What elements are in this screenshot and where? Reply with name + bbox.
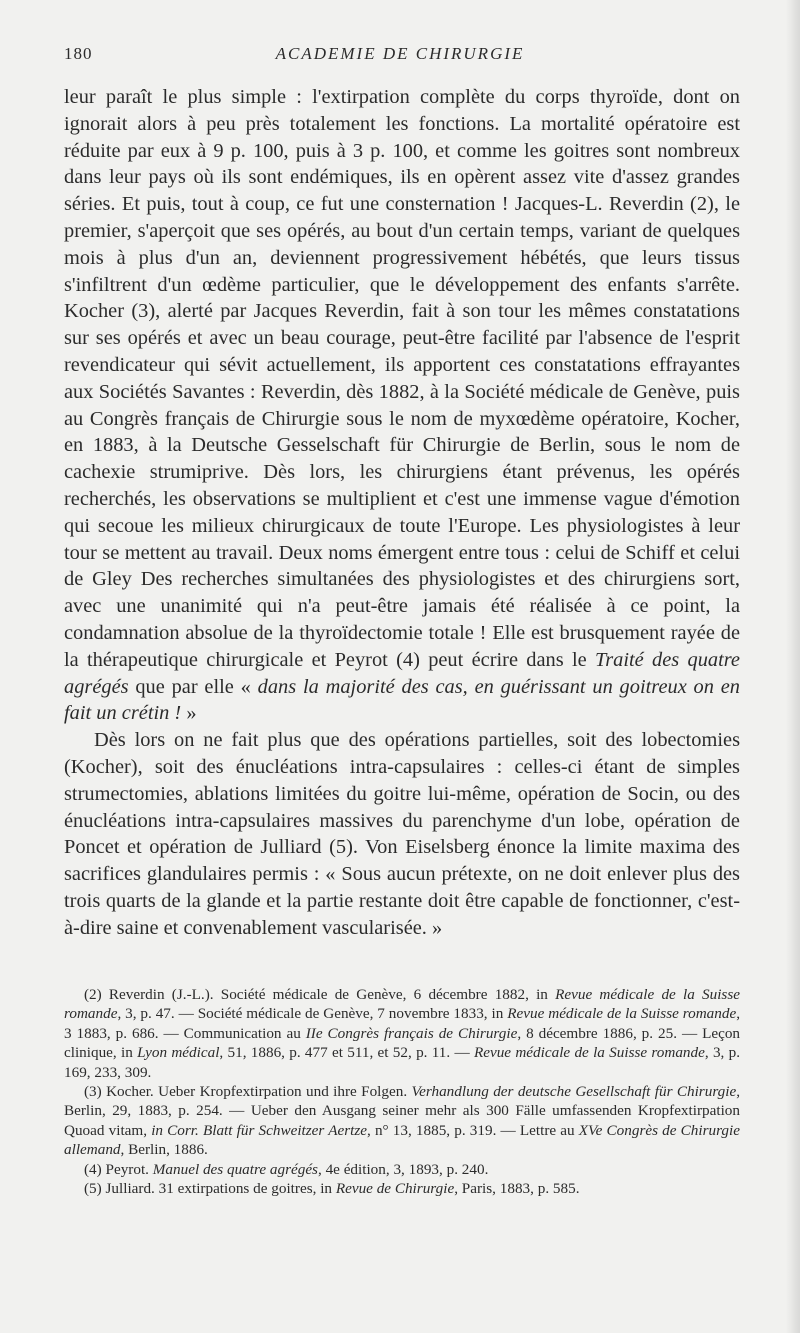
footnote-5: (5) Julliard. 31 extirpations de goitres, in Revue de Chirurgie, Paris, 1883, p. 585.: [84, 1180, 580, 1198]
page-header: [64, 44, 736, 74]
footnote-4: (4) Peyrot. Manuel des quatre agrégés, 4e édition, 3, 1893, p. 240.: [84, 1160, 489, 1178]
footnote-3: (3) Kocher. Ueber Kropfextirpation und ihre Folgen. Verhandlung der deutsche Gesellschaft für Chirurgie, Berlin, 29, 1883, p. 254. — Ueber den Ausgang seiner mehr als 300 Fälle umfassenden Kropfextirpation Quoad vitam, in Corr. Blatt für Schweitzer Aertze, n° 13, 1885, p. 319. — Lettre au XVe Congrès de Chirurgie allemand, Berlin, 1886.: [64, 1083, 741, 1159]
paragraph-1: leur paraît le plus simple : l'extirpation complète du corps thyroïde, dont on ignorait alors à peu près totalement les fonctions. La mortalité opératoire est réduite par eux à 9 p. 100, puis à 3 p. 100, et comme les goitres sont nombreux dans leur pays où ils sont endémiques, ils en opèrent assez vite d'assez grandes séries. Et puis, tout à coup, ce fut une consternation ! Jacques-L. Reverdin (2), le premier, s'aperçoit que ses opérés, au bout d'un certain temps, variant de quelques mois à plus d'un an, deviennent progressivement hébétés, que leurs tissus s'infiltrent d'un œdème particulier, que le développement des enfants s'arrête. Kocher (3), alerté par Jacques Reverdin, fait à son tour les mêmes constatations sur ses opérés et avec un beau courage, peut-être facilité par l'absence de l'esprit revendicateur qui sévit actuellement, ils apportent ces constatations effrayantes aux Sociétés Savantes : Reverdin, dès 1882, à la Société médicale de Genève, puis au Congrès français de Chirurgie sous le nom de myxœdème opératoire, Kocher, en 1883, à la Deutsche Gesselschaft für Chirurgie de Berlin, sous le nom de cachexie strumiprive. Dès lors, les chirurgiens étant prévenus, les opérés recherchés, les observations se multiplient et c'est une immense vague d'émotion qui secoue les milieux chirurgicaux de toute l'Europe. Les physiologistes à leur tour se mettent au travail. Deux noms émergent entre tous : celui de Schiff et celui de Gley Des recherches simultanées des physiologistes et des chirurgiens sort, avec une unanimité qui n'a peut-être jamais été réalisée à ce point, la condamnation absolue de la thyroïdectomie totale ! Elle est brusquement rayée de la thérapeutique chirurgicale et Peyrot (4) peut écrire dans le Traité des quatre agrégés que par elle « dans la majorité des cas, en guérissant un goitreux on en fait un crétin ! »: [64, 86, 740, 725]
paragraph-2: Dès lors on ne fait plus que des opérations partielles, soit des lobectomies (Kocher), soit des énucléations intra-capsulaires : celles-ci étant de simples strumectomies, ablations limitées du goitre lui-même, opération de Socin, ou des énucléations intra-capsulaires massives du parenchyme d'un lobe, opération de Poncet et opération de Julliard (5). Von Eiselsberg énonce la limite maxima des sacrifices glandulaires permis : « Sous aucun prétexte, on ne doit enlever plus des trois quarts de la glande et la partie restante doit être capable de fonctionner, c'est-à-dire saine et convenablement vascularisée. »: [64, 729, 740, 939]
running-title: ACADEMIE DE CHIRURGIE: [275, 44, 525, 63]
footnotes: [64, 985, 740, 1198]
page-number: 180: [64, 44, 93, 63]
footnote-2: (2) Reverdin (J.-L.). Société médicale de Genève, 6 décembre 1882, in Revue médicale de la Suisse romande, 3, p. 47. — Société médicale de Genève, 7 novembre 1833, in Revue médicale de la Suisse romande, 3 1883, p. 686. — Communication au IIe Congrès français de Chirurgie, 8 décembre 1886, p. 25. — Leçon clinique, in Lyon médical, 51, 1886, p. 477 et 511, et 52, p. 11. — Revue médicale de la Suisse romande, 3, p. 169, 233, 309.: [64, 986, 741, 1081]
page-edge-shadow: [786, 0, 800, 1333]
main-text: [64, 84, 740, 942]
